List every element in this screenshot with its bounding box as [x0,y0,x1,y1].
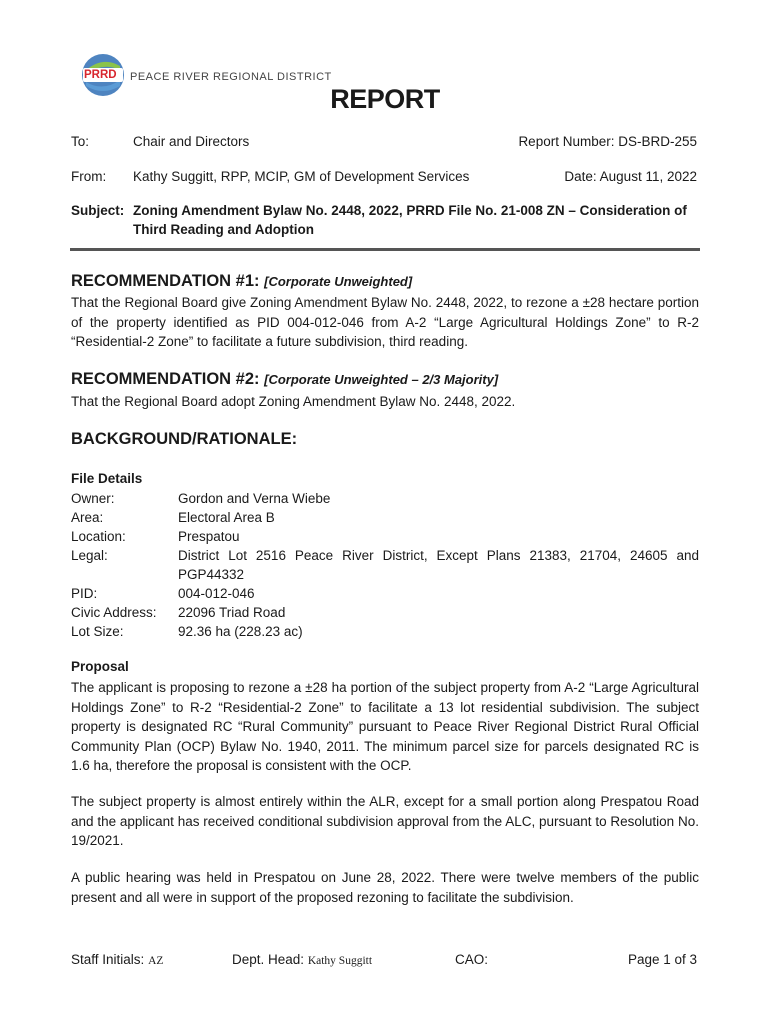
footer-staff-initials [71,952,163,967]
report-date: Date: August 11, 2022 [564,169,697,184]
file-detail-key: Owner: [71,491,115,506]
recommendation-2-title: RECOMMENDATION #2: [71,370,260,388]
file-detail-key: Area: [71,510,104,525]
recommendation-1-text: That the Regional Board give Zoning Amendment Bylaw No. 2448, 2022, to rezone a ±28 hectare portion of the property identified as PID 004-012-046 from A-2 “Large Agricultural Holdings Zone” to R-2 “Residential-2 Zone” to facilitate a future subdivision, third reading. [71,295,699,349]
proposal-heading: Proposal [71,659,129,674]
subject-label: Subject: [71,203,125,218]
recommendation-1-title: RECOMMENDATION #1: [71,272,260,290]
subject-line-1: Zoning Amendment Bylaw No. 2448, 2022, PRRD File No. 21-008 ZN – Consideration of [133,203,687,218]
background-heading: BACKGROUND/RATIONALE: [71,430,298,448]
from-value: Kathy Suggitt, RPP, MCIP, GM of Development Services [133,169,470,184]
report-title: REPORT [330,84,440,114]
prrd-logo-abbrev: PRRD [84,69,117,81]
staff-initials-label: Staff Initials: [71,952,145,967]
proposal-paragraph: The subject property is almost entirely within the ALR, except for a small portion along Prespatou Road and the applicant has received conditional subdivision approval from the ALC, pursuant to Resolution No. 19/2021. [71,794,699,848]
proposal-paragraph: The applicant is proposing to rezone a ±28 ha portion of the subject property from A-2 “Large Agricultural Holdings Zone” to R-2 “Residential-2 Zone” to facilitate a 13 lot residential subdivision. The subject property is designated RC “Rural Community” pursuant to Peace River Regional District Rural Official Community Plan (OCP) Bylaw No. 1940, 2011. The minimum parcel size for parcels designated RC is 1.6 ha, therefore the proposal is consistent with the OCP. [71,680,699,773]
file-detail-key: Location: [71,529,126,544]
file-detail-value: 004-012-046 [178,586,255,601]
file-detail-key: Civic Address: [71,605,157,620]
dept-head-value: Kathy Suggitt [307,955,373,967]
file-detail-key: PID: [71,586,98,601]
file-detail-value: District Lot 2516 Peace River District, Except Plans 21383, 21704, 24605 and PGP44332 [178,548,699,582]
file-detail-value: 92.36 ha (228.23 ac) [178,624,303,639]
staff-initials-value: AZ [148,955,164,967]
header-divider [70,248,700,251]
org-name: PEACE RIVER REGIONAL DISTRICT [130,71,332,83]
file-detail-value: 22096 Triad Road [178,605,286,620]
file-detail-value: Gordon and Verna Wiebe [178,491,331,506]
recommendation-2-heading [71,370,498,389]
file-detail-key: Legal: [71,548,108,563]
recommendation-1-qualifier: [Corporate Unweighted] [264,274,413,289]
file-details-heading: File Details [71,471,143,486]
report-number: Report Number: DS-BRD-255 [518,134,697,149]
file-detail-value: Electoral Area B [178,510,275,525]
dept-head-label: Dept. Head: [232,952,305,967]
to-label: To: [71,134,90,149]
page-number: Page 1 of 3 [627,952,697,967]
from-label: From: [71,169,107,184]
recommendation-2-text: That the Regional Board adopt Zoning Amendment Bylaw No. 2448, 2022. [71,394,516,409]
recommendation-1-heading [71,272,412,291]
footer-dept-head [232,952,372,967]
file-detail-value: Prespatou [178,529,240,544]
subject-line-2: Third Reading and Adoption [133,222,314,237]
file-detail-key: Lot Size: [71,624,124,639]
footer-cao: CAO: [455,952,489,967]
proposal-paragraph: A public hearing was held in Prespatou on June 28, 2022. There were twelve members of the public present and all were in support of the proposed rezoning to facilitate the subdivision. [71,870,699,905]
recommendation-2-qualifier: [Corporate Unweighted – 2/3 Majority] [264,372,499,387]
to-value: Chair and Directors [133,134,250,149]
